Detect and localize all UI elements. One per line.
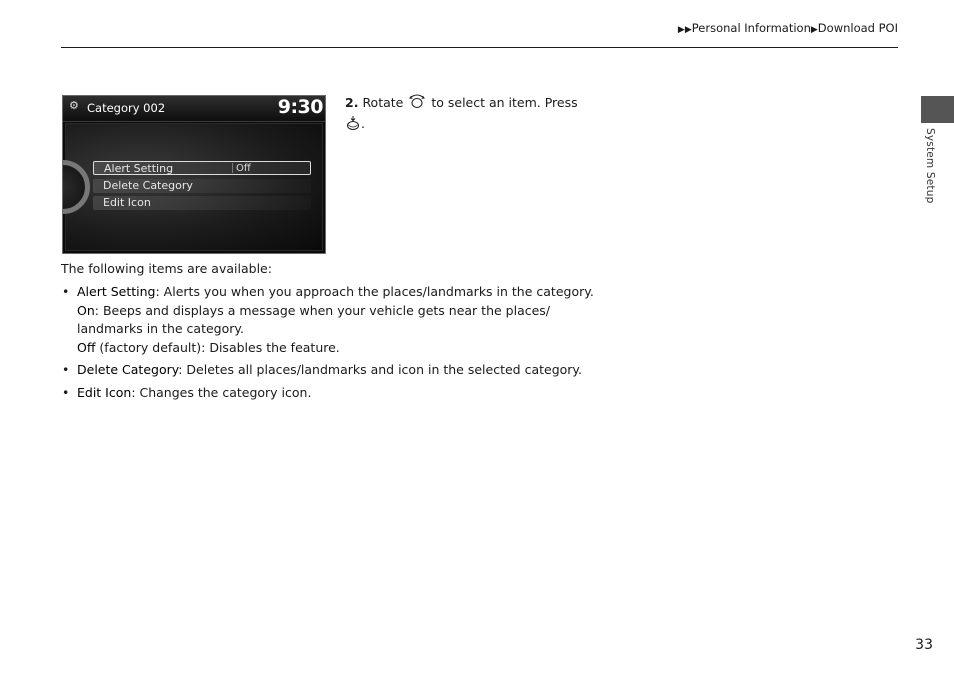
section-tab [921, 96, 954, 123]
menu-item-label: Delete Category [103, 179, 193, 192]
screen-clock: 9:30 [277, 96, 323, 118]
bullet: • [62, 284, 70, 299]
dial-graphic [62, 160, 90, 214]
interface-dial-rotate-icon [407, 92, 427, 115]
step-end: . [361, 116, 365, 131]
navigation-screen [62, 95, 326, 254]
screen-header [63, 96, 325, 122]
breadcrumb-current: Download POI [817, 21, 898, 35]
breadcrumb-parent: Personal Information [691, 21, 811, 35]
menu-item-label: Edit Icon [103, 196, 151, 209]
items-intro: The following items are available: [61, 261, 272, 276]
item-term: Edit Icon [77, 384, 132, 400]
menu-item-label: Alert Setting [104, 162, 174, 175]
screen-title: Category 002 [87, 101, 166, 115]
step-text-after: to select an item. Press [431, 95, 578, 110]
list-item [61, 384, 601, 403]
bullet: • [62, 384, 70, 400]
item-term: Alert Setting [77, 284, 156, 299]
menu-item-delete-category[interactable] [93, 179, 311, 193]
triangle-right-icon: ▶▶ [677, 25, 692, 35]
item-list [61, 283, 601, 406]
step-instruction [345, 92, 585, 136]
section-tab-label: System Setup [924, 128, 936, 204]
menu-item-value: Off [236, 163, 251, 174]
menu-item-edit-icon[interactable] [93, 196, 311, 210]
bullet: • [62, 362, 70, 377]
screen-body [65, 123, 323, 251]
item-desc: : Alerts you when you approach the places/landmarks in the category. [155, 284, 594, 299]
sub-item-term: On [77, 302, 95, 318]
header-rule [61, 47, 898, 48]
sub-item-term: Off [77, 339, 96, 355]
step-number: 2. [345, 95, 359, 110]
step-text-before: Rotate [362, 95, 404, 110]
sub-item-desc: : Beeps and displays a message when your vehicle gets near the places/ landmarks in the category. [77, 302, 551, 336]
sub-item [77, 339, 601, 358]
item-desc: : Deletes all places/landmarks and icon in the selected category. [178, 362, 583, 377]
sub-item [77, 302, 601, 339]
list-item [61, 361, 601, 380]
interface-dial-press-icon [345, 115, 361, 136]
list-item [61, 283, 601, 357]
item-desc: : Changes the category icon. [131, 384, 312, 400]
item-term: Delete Category [77, 362, 179, 377]
triangle-right-icon: ▶ [810, 25, 818, 35]
breadcrumb [678, 21, 898, 35]
menu-item-alert-setting[interactable] [93, 161, 311, 175]
gear-icon: ⚙ [69, 99, 79, 112]
page-number: 33 [915, 637, 933, 653]
sub-item-desc: (factory default): Disables the feature. [95, 339, 340, 355]
